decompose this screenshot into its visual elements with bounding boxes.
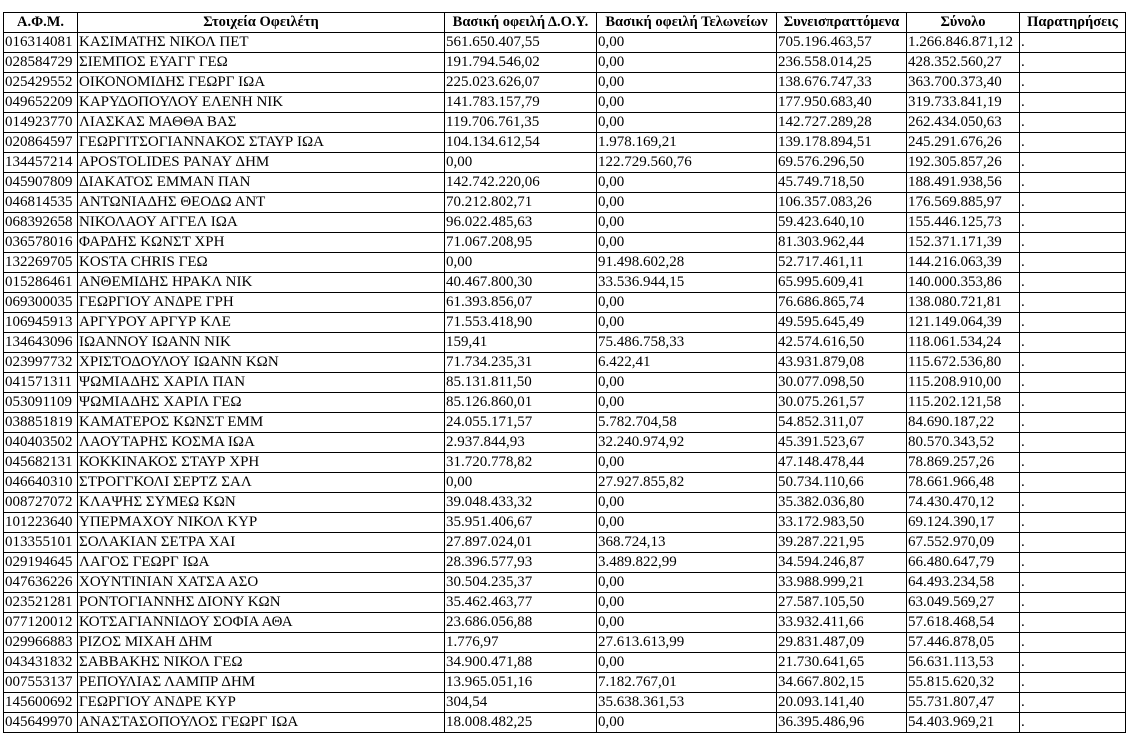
remarks-cell: . — [1020, 673, 1126, 693]
co-collected-cell: 59.423.640,10 — [777, 213, 907, 233]
total-cell: 138.080.721,81 — [907, 293, 1020, 313]
base-debt-customs-cell: 27.613.613,99 — [597, 633, 777, 653]
base-debt-doy-cell: 119.706.761,35 — [445, 113, 597, 133]
base-debt-customs-cell: 75.486.758,33 — [597, 333, 777, 353]
base-debt-doy-cell: 28.396.577,93 — [445, 553, 597, 573]
total-cell: 63.049.569,27 — [907, 593, 1020, 613]
co-collected-cell: 49.595.645,49 — [777, 313, 907, 333]
table-row — [4, 513, 1126, 533]
table-row — [4, 373, 1126, 393]
total-cell: 55.731.807,47 — [907, 693, 1020, 713]
base-debt-doy-cell: 141.783.157,79 — [445, 93, 597, 113]
table-row — [4, 393, 1126, 413]
debtor-name-cell: ΑΝΑΣΤΑΣΟΠΟΥΛΟΣ ΓΕΩΡΓ ΙΩΑ — [78, 713, 445, 733]
afm-cell: 016314081 — [4, 33, 78, 53]
remarks-cell: . — [1020, 513, 1126, 533]
total-cell: 319.733.841,19 — [907, 93, 1020, 113]
table-row — [4, 673, 1126, 693]
base-debt-doy-cell: 142.742.220,06 — [445, 173, 597, 193]
base-debt-doy-cell: 0,00 — [445, 253, 597, 273]
remarks-cell: . — [1020, 713, 1126, 733]
remarks-cell: . — [1020, 653, 1126, 673]
table-row — [4, 593, 1126, 613]
co-collected-cell: 47.148.478,44 — [777, 453, 907, 473]
base-debt-customs-cell: 0,00 — [597, 373, 777, 393]
total-cell: 78.869.257,26 — [907, 453, 1020, 473]
remarks-cell: . — [1020, 553, 1126, 573]
table-row — [4, 573, 1126, 593]
debtor-name-cell: ΧΡΙΣΤΟΔΟΥΛΟΥ ΙΩΑΝΝ ΚΩΝ — [78, 353, 445, 373]
base-debt-doy-cell: 159,41 — [445, 333, 597, 353]
co-collected-cell: 33.988.999,21 — [777, 573, 907, 593]
table-row — [4, 333, 1126, 353]
base-debt-customs-cell: 0,00 — [597, 213, 777, 233]
co-collected-cell: 50.734.110,66 — [777, 473, 907, 493]
remarks-cell: . — [1020, 613, 1126, 633]
table-row — [4, 293, 1126, 313]
remarks-cell: . — [1020, 473, 1126, 493]
debtor-name-cell: ΡΕΠΟΥΛΙΑΣ ΛΑΜΠΡ ΔΗΜ — [78, 673, 445, 693]
total-cell: 188.491.938,56 — [907, 173, 1020, 193]
base-debt-doy-cell: 71.734.235,31 — [445, 353, 597, 373]
table-row — [4, 553, 1126, 573]
remarks-cell: . — [1020, 193, 1126, 213]
base-debt-customs-cell: 0,00 — [597, 53, 777, 73]
base-debt-doy-cell: 71.553.418,90 — [445, 313, 597, 333]
afm-cell: 015286461 — [4, 273, 78, 293]
base-debt-customs-cell: 0,00 — [597, 113, 777, 133]
base-debt-customs-cell: 0,00 — [597, 293, 777, 313]
co-collected-cell: 30.077.098,50 — [777, 373, 907, 393]
header-debtor-details: Στοιχεία Οφειλέτη — [78, 13, 445, 33]
base-debt-customs-cell: 0,00 — [597, 613, 777, 633]
co-collected-cell: 138.676.747,33 — [777, 73, 907, 93]
base-debt-customs-cell: 0,00 — [597, 233, 777, 253]
afm-cell: 028584729 — [4, 53, 78, 73]
remarks-cell: . — [1020, 253, 1126, 273]
afm-cell: 014923770 — [4, 113, 78, 133]
debtor-name-cell: ΓΕΩΡΓΙΤΣΟΓΙΑΝΝΑΚΟΣ ΣΤΑΥΡ ΙΩΑ — [78, 133, 445, 153]
co-collected-cell: 236.558.014,25 — [777, 53, 907, 73]
debtor-name-cell: ΦΑΡΔΗΣ ΚΩΝΣΤ ΧΡΗ — [78, 233, 445, 253]
remarks-cell: . — [1020, 633, 1126, 653]
debtor-name-cell: ΝΙΚΟΛΑΟΥ ΑΓΓΕΛ ΙΩΑ — [78, 213, 445, 233]
debtor-name-cell: ΙΩΑΝΝΟΥ ΙΩΑΝΝ ΝΙΚ — [78, 333, 445, 353]
base-debt-customs-cell: 0,00 — [597, 93, 777, 113]
afm-cell: 046640310 — [4, 473, 78, 493]
header-base-debt-doy: Βασική οφειλή Δ.Ο.Υ. — [445, 13, 597, 33]
base-debt-doy-cell: 18.008.482,25 — [445, 713, 597, 733]
debtor-name-cell: ΣΤΡΟΓΓΚΟΛΙ ΣΕΡΤΖ ΣΑΛ — [78, 473, 445, 493]
debtor-name-cell: ΨΩΜΙΑΔΗΣ ΧΑΡΙΛ ΠΑΝ — [78, 373, 445, 393]
co-collected-cell: 42.574.616,50 — [777, 333, 907, 353]
afm-cell: 008727072 — [4, 493, 78, 513]
base-debt-doy-cell: 561.650.407,55 — [445, 33, 597, 53]
co-collected-cell: 27.587.105,50 — [777, 593, 907, 613]
co-collected-cell: 142.727.289,28 — [777, 113, 907, 133]
remarks-cell: . — [1020, 173, 1126, 193]
base-debt-doy-cell: 61.393.856,07 — [445, 293, 597, 313]
co-collected-cell: 69.576.296,50 — [777, 153, 907, 173]
debtor-name-cell: ΧΟΥΝΤΙΝΙΑΝ ΧΑΤΣΑ ΑΣΟ — [78, 573, 445, 593]
header-remarks: Παρατηρήσεις — [1020, 13, 1126, 33]
base-debt-customs-cell: 3.489.822,99 — [597, 553, 777, 573]
table-row — [4, 73, 1126, 93]
co-collected-cell: 30.075.261,57 — [777, 393, 907, 413]
afm-cell: 134643096 — [4, 333, 78, 353]
base-debt-customs-cell: 6.422,41 — [597, 353, 777, 373]
debtor-name-cell: ΚΛΑΨΗΣ ΣΥΜΕΩ ΚΩΝ — [78, 493, 445, 513]
co-collected-cell: 33.932.411,66 — [777, 613, 907, 633]
afm-cell: 053091109 — [4, 393, 78, 413]
afm-cell: 068392658 — [4, 213, 78, 233]
base-debt-customs-cell: 0,00 — [597, 653, 777, 673]
debtor-name-cell: ΓΕΩΡΓΙΟΥ ΑΝΔΡΕ ΚΥΡ — [78, 693, 445, 713]
total-cell: 84.690.187,22 — [907, 413, 1020, 433]
base-debt-doy-cell: 104.134.612,54 — [445, 133, 597, 153]
afm-cell: 013355101 — [4, 533, 78, 553]
table-row — [4, 173, 1126, 193]
table-row — [4, 353, 1126, 373]
header-afm: Α.Φ.Μ. — [4, 13, 78, 33]
remarks-cell: . — [1020, 413, 1126, 433]
debtor-name-cell: ΨΩΜΙΑΔΗΣ ΧΑΡΙΛ ΓΕΩ — [78, 393, 445, 413]
debtor-name-cell: APOSTOLIDES PANAY ΔΗΜ — [78, 153, 445, 173]
header-row — [4, 13, 1126, 33]
remarks-cell: . — [1020, 393, 1126, 413]
base-debt-customs-cell: 0,00 — [597, 513, 777, 533]
total-cell: 140.000.353,86 — [907, 273, 1020, 293]
table-row — [4, 113, 1126, 133]
base-debt-customs-cell: 0,00 — [597, 573, 777, 593]
base-debt-doy-cell: 85.131.811,50 — [445, 373, 597, 393]
base-debt-doy-cell: 35.951.406,67 — [445, 513, 597, 533]
afm-cell: 045682131 — [4, 453, 78, 473]
table-row — [4, 33, 1126, 53]
afm-cell: 106945913 — [4, 313, 78, 333]
afm-cell: 049652209 — [4, 93, 78, 113]
debtor-name-cell: ΥΠΕΡΜΑΧΟΥ ΝΙΚΟΛ ΚΥΡ — [78, 513, 445, 533]
debtor-name-cell: ΣΟΛΑΚΙΑΝ ΣΕΤΡΑ ΧΑΙ — [78, 533, 445, 553]
afm-cell: 045649970 — [4, 713, 78, 733]
total-cell: 66.480.647,79 — [907, 553, 1020, 573]
debtor-name-cell: ΡΟΝΤΟΓΙΑΝΝΗΣ ΔΙΟΝΥ ΚΩΝ — [78, 593, 445, 613]
remarks-cell: . — [1020, 533, 1126, 553]
base-debt-doy-cell: 96.022.485,63 — [445, 213, 597, 233]
remarks-cell: . — [1020, 293, 1126, 313]
base-debt-doy-cell: 191.794.546,02 — [445, 53, 597, 73]
co-collected-cell: 52.717.461,11 — [777, 253, 907, 273]
base-debt-customs-cell: 368.724,13 — [597, 533, 777, 553]
co-collected-cell: 29.831.487,09 — [777, 633, 907, 653]
remarks-cell: . — [1020, 33, 1126, 53]
afm-cell: 041571311 — [4, 373, 78, 393]
total-cell: 1.266.846.871,12 — [907, 33, 1020, 53]
remarks-cell: . — [1020, 333, 1126, 353]
co-collected-cell: 45.749.718,50 — [777, 173, 907, 193]
base-debt-customs-cell: 0,00 — [597, 393, 777, 413]
table-row — [4, 653, 1126, 673]
base-debt-doy-cell: 2.937.844,93 — [445, 433, 597, 453]
base-debt-doy-cell: 85.126.860,01 — [445, 393, 597, 413]
afm-cell: 038851819 — [4, 413, 78, 433]
remarks-cell: . — [1020, 53, 1126, 73]
co-collected-cell: 45.391.523,67 — [777, 433, 907, 453]
table-row — [4, 413, 1126, 433]
debtor-name-cell: ΚΑΣΙΜΑΤΗΣ ΝΙΚΟΛ ΠΕΤ — [78, 33, 445, 53]
total-cell: 118.061.534,24 — [907, 333, 1020, 353]
total-cell: 144.216.063,39 — [907, 253, 1020, 273]
remarks-cell: . — [1020, 153, 1126, 173]
base-debt-doy-cell: 30.504.235,37 — [445, 573, 597, 593]
base-debt-doy-cell: 34.900.471,88 — [445, 653, 597, 673]
remarks-cell: . — [1020, 593, 1126, 613]
total-cell: 78.661.966,48 — [907, 473, 1020, 493]
afm-cell: 029194645 — [4, 553, 78, 573]
base-debt-doy-cell: 40.467.800,30 — [445, 273, 597, 293]
debtor-name-cell: ΛΙΑΣΚΑΣ ΜΑΘΘΑ ΒΑΣ — [78, 113, 445, 133]
table-row — [4, 273, 1126, 293]
base-debt-customs-cell: 5.782.704,58 — [597, 413, 777, 433]
base-debt-doy-cell: 35.462.463,77 — [445, 593, 597, 613]
co-collected-cell: 54.852.311,07 — [777, 413, 907, 433]
debtor-name-cell: KOSTA CHRIS ΓΕΩ — [78, 253, 445, 273]
debtor-name-cell: ΛΑΓΟΣ ΓΕΩΡΓ ΙΩΑ — [78, 553, 445, 573]
total-cell: 152.371.171,39 — [907, 233, 1020, 253]
debtor-name-cell: ΣΑΒΒΑΚΗΣ ΝΙΚΟΛ ΓΕΩ — [78, 653, 445, 673]
debtor-name-cell: ΡΙΖΟΣ ΜΙΧΑΗ ΔΗΜ — [78, 633, 445, 653]
total-cell: 363.700.373,40 — [907, 73, 1020, 93]
base-debt-doy-cell: 304,54 — [445, 693, 597, 713]
header-total: Σύνολο — [907, 13, 1020, 33]
remarks-cell: . — [1020, 453, 1126, 473]
afm-cell: 101223640 — [4, 513, 78, 533]
debtor-name-cell: ΑΝΤΩΝΙΑΔΗΣ ΘΕΟΔΩ ΑΝΤ — [78, 193, 445, 213]
table-row — [4, 453, 1126, 473]
table-row — [4, 493, 1126, 513]
table-body — [4, 33, 1126, 733]
afm-cell: 023997732 — [4, 353, 78, 373]
co-collected-cell: 65.995.609,41 — [777, 273, 907, 293]
debtor-name-cell: ΚΑΡΥΔΟΠΟΥΛΟΥ ΕΛΕΝΗ ΝΙΚ — [78, 93, 445, 113]
afm-cell: 145600692 — [4, 693, 78, 713]
debtor-name-cell: ΛΑΟΥΤΑΡΗΣ ΚΟΣΜΑ ΙΩΑ — [78, 433, 445, 453]
total-cell: 69.124.390,17 — [907, 513, 1020, 533]
remarks-cell: . — [1020, 233, 1126, 253]
total-cell: 176.569.885,97 — [907, 193, 1020, 213]
base-debt-customs-cell: 0,00 — [597, 453, 777, 473]
remarks-cell: . — [1020, 493, 1126, 513]
base-debt-doy-cell: 27.897.024,01 — [445, 533, 597, 553]
remarks-cell: . — [1020, 113, 1126, 133]
base-debt-customs-cell: 0,00 — [597, 493, 777, 513]
co-collected-cell: 106.357.083,26 — [777, 193, 907, 213]
base-debt-doy-cell: 1.776,97 — [445, 633, 597, 653]
remarks-cell: . — [1020, 313, 1126, 333]
base-debt-doy-cell: 0,00 — [445, 153, 597, 173]
remarks-cell: . — [1020, 93, 1126, 113]
table-row — [4, 93, 1126, 113]
afm-cell: 025429552 — [4, 73, 78, 93]
table-row — [4, 313, 1126, 333]
base-debt-customs-cell: 27.927.855,82 — [597, 473, 777, 493]
total-cell: 121.149.064,39 — [907, 313, 1020, 333]
total-cell: 57.446.878,05 — [907, 633, 1020, 653]
header-co-collected: Συνεισπραττόμενα — [777, 13, 907, 33]
debtor-name-cell: ΔΙΑΚΑΤΟΣ ΕΜΜΑΝ ΠΑΝ — [78, 173, 445, 193]
afm-cell: 045907809 — [4, 173, 78, 193]
total-cell: 428.352.560,27 — [907, 53, 1020, 73]
base-debt-doy-cell: 225.023.626,07 — [445, 73, 597, 93]
co-collected-cell: 139.178.894,51 — [777, 133, 907, 153]
base-debt-customs-cell: 0,00 — [597, 593, 777, 613]
co-collected-cell: 36.395.486,96 — [777, 713, 907, 733]
debtor-name-cell: ΚΑΜΑΤΕΡΟΣ ΚΩΝΣΤ ΕΜΜ — [78, 413, 445, 433]
base-debt-customs-cell: 0,00 — [597, 193, 777, 213]
base-debt-doy-cell: 0,00 — [445, 473, 597, 493]
remarks-cell: . — [1020, 573, 1126, 593]
debtor-name-cell: ΑΝΘΕΜΙΔΗΣ ΗΡΑΚΛ ΝΙΚ — [78, 273, 445, 293]
base-debt-customs-cell: 35.638.361,53 — [597, 693, 777, 713]
debtor-name-cell: ΑΡΓΥΡΟΥ ΑΡΓΥΡ ΚΛΕ — [78, 313, 445, 333]
base-debt-customs-cell: 32.240.974,92 — [597, 433, 777, 453]
table-row — [4, 473, 1126, 493]
co-collected-cell: 21.730.641,65 — [777, 653, 907, 673]
base-debt-doy-cell: 13.965.051,16 — [445, 673, 597, 693]
total-cell: 115.208.910,00 — [907, 373, 1020, 393]
total-cell: 262.434.050,63 — [907, 113, 1020, 133]
table-row — [4, 153, 1126, 173]
total-cell: 67.552.970,09 — [907, 533, 1020, 553]
table-row — [4, 693, 1126, 713]
total-cell: 56.631.113,53 — [907, 653, 1020, 673]
total-cell: 64.493.234,58 — [907, 573, 1020, 593]
debtor-name-cell: ΚΟΚΚΙΝΑΚΟΣ ΣΤΑΥΡ ΧΡΗ — [78, 453, 445, 473]
total-cell: 80.570.343,52 — [907, 433, 1020, 453]
total-cell: 74.430.470,12 — [907, 493, 1020, 513]
base-debt-doy-cell: 71.067.208,95 — [445, 233, 597, 253]
afm-cell: 134457214 — [4, 153, 78, 173]
table-row — [4, 233, 1126, 253]
afm-cell: 043431832 — [4, 653, 78, 673]
header-base-debt-customs: Βασική οφειλή Τελωνείων — [597, 13, 777, 33]
debtors-table — [3, 12, 1126, 733]
total-cell: 192.305.857,26 — [907, 153, 1020, 173]
base-debt-customs-cell: 91.498.602,28 — [597, 253, 777, 273]
afm-cell: 069300035 — [4, 293, 78, 313]
afm-cell: 040403502 — [4, 433, 78, 453]
remarks-cell: . — [1020, 133, 1126, 153]
remarks-cell: . — [1020, 353, 1126, 373]
afm-cell: 046814535 — [4, 193, 78, 213]
co-collected-cell: 34.594.246,87 — [777, 553, 907, 573]
afm-cell: 077120012 — [4, 613, 78, 633]
afm-cell: 036578016 — [4, 233, 78, 253]
table-row — [4, 613, 1126, 633]
co-collected-cell: 33.172.983,50 — [777, 513, 907, 533]
afm-cell: 132269705 — [4, 253, 78, 273]
total-cell: 155.446.125,73 — [907, 213, 1020, 233]
base-debt-doy-cell: 31.720.778,82 — [445, 453, 597, 473]
remarks-cell: . — [1020, 73, 1126, 93]
co-collected-cell: 705.196.463,57 — [777, 33, 907, 53]
co-collected-cell: 39.287.221,95 — [777, 533, 907, 553]
co-collected-cell: 76.686.865,74 — [777, 293, 907, 313]
remarks-cell: . — [1020, 433, 1126, 453]
base-debt-doy-cell: 70.212.802,71 — [445, 193, 597, 213]
debtor-name-cell: ΓΕΩΡΓΙΟΥ ΑΝΔΡΕ ΓΡΗ — [78, 293, 445, 313]
total-cell: 115.202.121,58 — [907, 393, 1020, 413]
table-row — [4, 433, 1126, 453]
co-collected-cell: 35.382.036,80 — [777, 493, 907, 513]
remarks-cell: . — [1020, 273, 1126, 293]
table-row — [4, 253, 1126, 273]
afm-cell: 007553137 — [4, 673, 78, 693]
debtor-name-cell: ΣΙΕΜΠΟΣ ΕΥΑΓΓ ΓΕΩ — [78, 53, 445, 73]
table-row — [4, 53, 1126, 73]
total-cell: 57.618.468,54 — [907, 613, 1020, 633]
co-collected-cell: 34.667.802,15 — [777, 673, 907, 693]
total-cell: 245.291.676,26 — [907, 133, 1020, 153]
base-debt-customs-cell: 0,00 — [597, 173, 777, 193]
total-cell: 55.815.620,32 — [907, 673, 1020, 693]
table-row — [4, 133, 1126, 153]
remarks-cell: . — [1020, 373, 1126, 393]
base-debt-customs-cell: 33.536.944,15 — [597, 273, 777, 293]
base-debt-doy-cell: 24.055.171,57 — [445, 413, 597, 433]
table-row — [4, 213, 1126, 233]
co-collected-cell: 81.303.962,44 — [777, 233, 907, 253]
table-row — [4, 633, 1126, 653]
base-debt-customs-cell: 0,00 — [597, 713, 777, 733]
afm-cell: 029966883 — [4, 633, 78, 653]
total-cell: 54.403.969,21 — [907, 713, 1020, 733]
base-debt-doy-cell: 39.048.433,32 — [445, 493, 597, 513]
afm-cell: 023521281 — [4, 593, 78, 613]
remarks-cell: . — [1020, 693, 1126, 713]
base-debt-doy-cell: 23.686.056,88 — [445, 613, 597, 633]
total-cell: 115.672.536,80 — [907, 353, 1020, 373]
base-debt-customs-cell: 0,00 — [597, 33, 777, 53]
co-collected-cell: 20.093.141,40 — [777, 693, 907, 713]
table-row — [4, 533, 1126, 553]
debtor-name-cell: ΟΙΚΟΝΟΜΙΔΗΣ ΓΕΩΡΓ ΙΩΑ — [78, 73, 445, 93]
co-collected-cell: 43.931.879,08 — [777, 353, 907, 373]
remarks-cell: . — [1020, 213, 1126, 233]
base-debt-customs-cell: 1.978.169,21 — [597, 133, 777, 153]
co-collected-cell: 177.950.683,40 — [777, 93, 907, 113]
afm-cell: 020864597 — [4, 133, 78, 153]
table-row — [4, 193, 1126, 213]
base-debt-customs-cell: 0,00 — [597, 313, 777, 333]
debtor-name-cell: ΚΟΤΣΑΓΙΑΝΝΙΔΟΥ ΣΟΦΙΑ ΑΘΑ — [78, 613, 445, 633]
base-debt-customs-cell: 7.182.767,01 — [597, 673, 777, 693]
afm-cell: 047636226 — [4, 573, 78, 593]
base-debt-customs-cell: 122.729.560,76 — [597, 153, 777, 173]
base-debt-customs-cell: 0,00 — [597, 73, 777, 93]
